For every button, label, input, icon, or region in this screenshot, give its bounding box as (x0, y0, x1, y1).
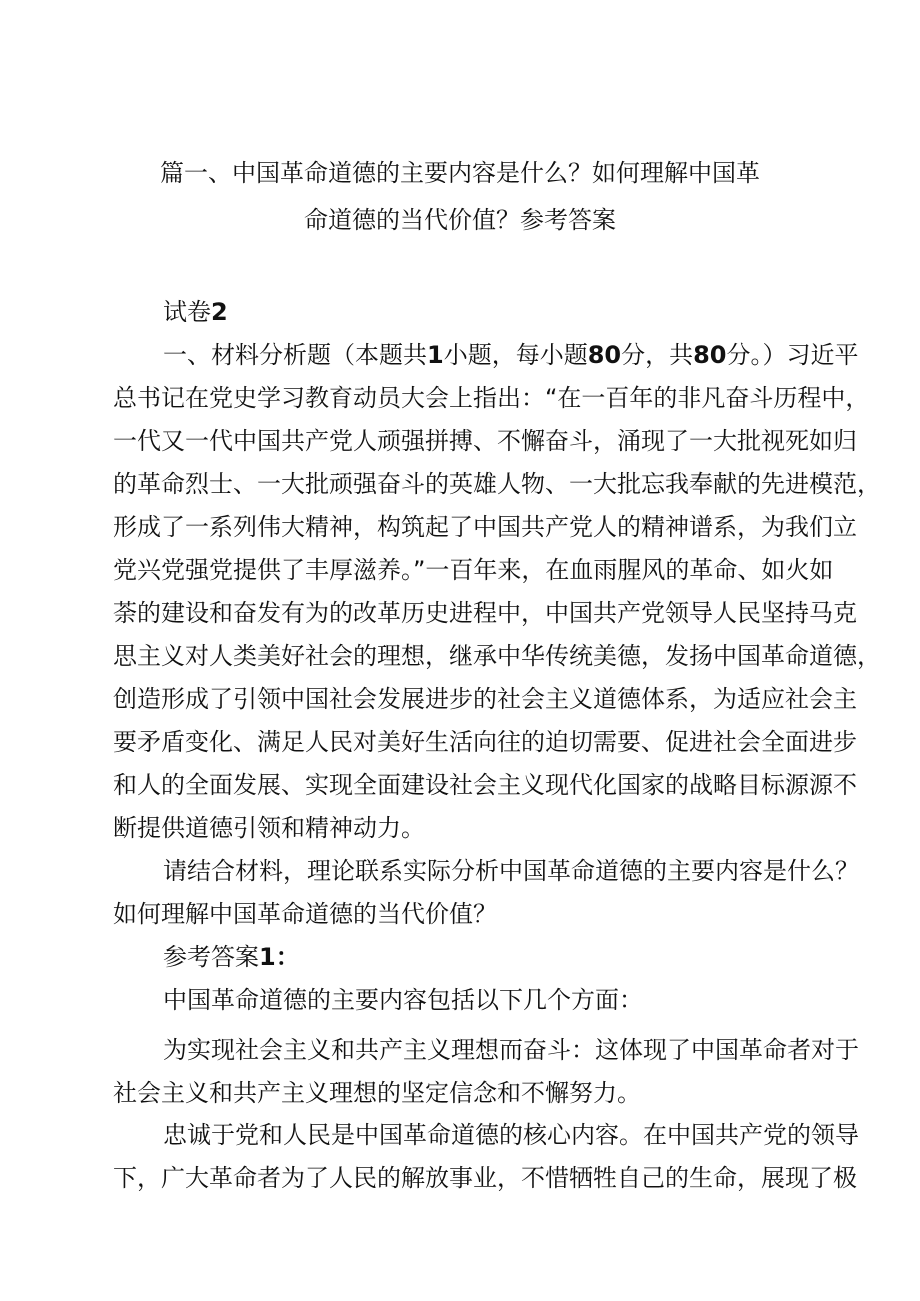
question-header (163, 340, 859, 370)
exam-label-number: 2 (211, 298, 228, 326)
answer-intro: 中国革命道德的主要内容包括以下几个方面： (163, 986, 643, 1014)
answer-label-text: 参考答案 (163, 943, 259, 971)
question-line-1: 请结合材料，理论联系实际分析中国革命道德的主要内容是什么？ (163, 857, 859, 885)
answer-point-1-line-1: 为实现社会主义和共产主义理想而奋斗：这体现了中国革命者对于 (163, 1036, 859, 1064)
answer-point-2-line-2: 下，广大革命者为了人民的解放事业，不惜牺牲自己的生命，展现了极 (113, 1164, 857, 1192)
material-line: 总书记在党史学习教育动员大会上指出：“在一百年的非凡奋斗历程中， (113, 384, 870, 412)
material-line: 和人的全面发展、实现全面建设社会主义现代化国家的战略目标源源不 (113, 771, 857, 799)
exam-label (163, 297, 228, 327)
material-line: 一代又一代中国共产党人顽强拼搏、不懈奋斗，涌现了一大批视死如归 (113, 427, 857, 455)
material-line: 思主义对人类美好社会的理想，继承中华传统美德，发扬中国革命道德， (113, 642, 881, 670)
material-line: 荼的建设和奋发有为的改革历史进程中，中国共产党领导人民坚持马克 (113, 599, 857, 627)
material-line: 要矛盾变化、满足人民对美好生活向往的迫切需要、促进社会全面进步 (113, 728, 857, 756)
material-line-last: 断提供道德引领和精神动力。 (113, 814, 425, 842)
material-line: 创造形成了引领中国社会发展进步的社会主义道德体系，为适应社会主 (113, 685, 857, 713)
answer-label-number: 1： (259, 943, 300, 971)
material-line: 的革命烈士、一大批顽强奋斗的英雄人物、一大批忘我奉献的先进模范， (113, 470, 881, 498)
question-header-part-4: 分。）习近平 (726, 341, 859, 369)
question-header-part-1: 一、材料分析题（本题共 (163, 341, 427, 369)
document-title-line-1: 篇一、中国革命道德的主要内容是什么？如何理解中国革 (160, 159, 760, 187)
question-header-part-2: 小题，每小题 (443, 341, 588, 369)
exam-label-text: 试卷 (163, 298, 211, 326)
answer-point-1-line-2: 社会主义和共产主义理想的坚定信念和不懈努力。 (113, 1079, 641, 1107)
material-line: 党兴党强党提供了丰厚滋养。”一百年来，在血雨腥风的革命、如火如 (113, 556, 834, 584)
question-header-count: 1 (427, 341, 444, 369)
answer-point-2-line-1: 忠诚于党和人民是中国革命道德的核心内容。在中国共产党的领导 (163, 1121, 859, 1149)
question-header-total-score: 80 (693, 341, 727, 369)
answer-label (163, 942, 300, 972)
question-line-2: 如何理解中国革命道德的当代价值？ (113, 900, 497, 928)
question-header-part-3: 分，共 (621, 341, 694, 369)
question-header-each-score: 80 (587, 341, 622, 369)
material-line: 形成了一系列伟大精神，构筑起了中国共产党人的精神谱系，为我们立 (113, 513, 857, 541)
document-title-line-2: 命道德的当代价值？参考答案 (304, 206, 616, 234)
